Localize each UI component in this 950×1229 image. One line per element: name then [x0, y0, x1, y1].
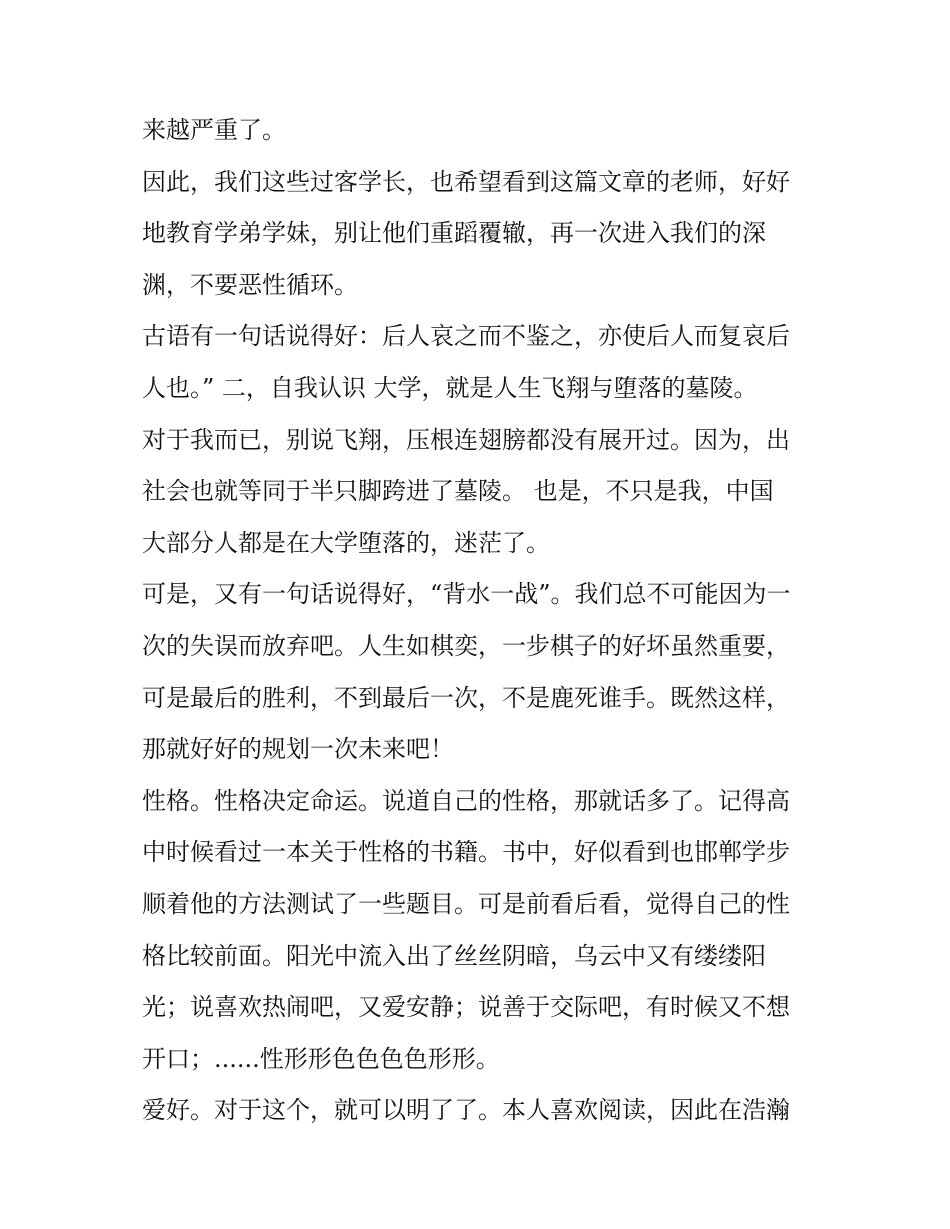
text-line: 顺着他的方法测试了一些题目。可是前看后看，觉得自己的性: [142, 889, 790, 918]
text-line: 爱好。对于这个，就可以明了了。本人喜欢阅读，因此在浩瀚: [142, 1096, 790, 1125]
text-line: 古语有一句话说得好：后人哀之而不鉴之，亦使后人而复哀后: [142, 322, 790, 351]
text-line: 对于我而已，别说飞翔，压根连翅膀都没有展开过。因为，出: [142, 425, 790, 454]
body-text: [142, 110, 822, 1142]
text-line: 中时候看过一本关于性格的书籍。书中，好似看到也邯郸学步: [142, 838, 790, 867]
text-line: 大部分人都是在大学堕落的，迷茫了。: [142, 528, 550, 557]
text-line: 社会也就等同于半只脚跨进了墓陵。 也是，不只是我，中国: [142, 477, 774, 506]
text-line: 可是，又有一句话说得好，“背水一战”。我们总不可能因为一: [142, 580, 791, 609]
text-line: 次的失误而放弃吧。人生如棋奕，一步棋子的好坏虽然重要，: [142, 631, 790, 660]
text-line: 地教育学弟学妹，别让他们重蹈覆辙，再一次进入我们的深: [142, 219, 766, 248]
text-line: 因此，我们这些过客学长，也希望看到这篇文章的老师，好好: [142, 167, 790, 196]
text-line: 可是最后的胜利，不到最后一次，不是鹿死谁手。既然这样，: [142, 683, 790, 712]
text-line: 开口；......性形形色色色色形形。: [142, 1044, 500, 1073]
text-line: 人也。” 二，自我认识 大学，就是人生飞翔与堕落的墓陵。: [142, 373, 758, 402]
text-line: 来越严重了。: [142, 116, 286, 144]
text-line: 性格。性格决定命运。说道自己的性格，那就话多了。记得高: [142, 786, 790, 815]
text-line: 渊，不要恶性循环。: [142, 270, 358, 299]
text-line: 那就好好的规划一次未来吧！: [142, 735, 454, 764]
text-line: 光；说喜欢热闹吧，又爱安静；说善于交际吧，有时候又不想: [142, 993, 790, 1022]
text-line: 格比较前面。阳光中流入出了丝丝阴暗，乌云中又有缕缕阳: [142, 941, 766, 970]
